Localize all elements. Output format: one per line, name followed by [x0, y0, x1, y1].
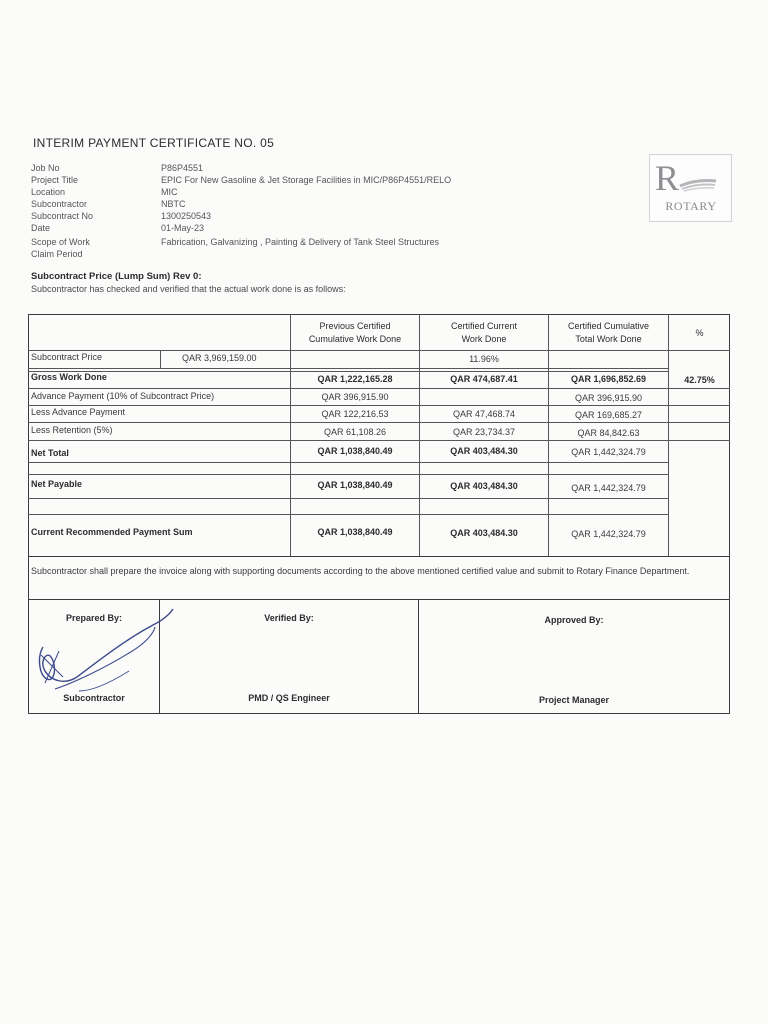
table-rule [28, 514, 669, 515]
info-value: 1300250543 [161, 211, 212, 221]
table-rule [668, 314, 669, 556]
header-line: Work Done [461, 334, 507, 344]
row-current: QAR 474,687.41 [450, 374, 518, 384]
row-label: Advance Payment (10% of Subcontract Price) [31, 391, 215, 401]
net-payable-cumulative: QAR 1,442,324.79 [571, 483, 646, 493]
table-rule [28, 474, 669, 475]
subcontract-price-value: QAR 3,969,159.00 [182, 353, 257, 363]
table-rule [28, 440, 730, 441]
info-label: Claim Period [31, 249, 83, 259]
table-rule [160, 350, 161, 368]
row-cumulative: QAR 1,442,324.79 [571, 447, 646, 457]
row-previous: QAR 396,915.90 [321, 392, 389, 402]
row-previous: QAR 61,108.26 [323, 427, 387, 437]
info-value: NBTC [161, 199, 186, 209]
logo-wordmark: ROTARY [665, 199, 717, 213]
column-header-previous [291, 320, 419, 346]
recommended-cumulative: QAR 1,442,324.79 [571, 529, 646, 539]
row-label: Gross Work Done [31, 372, 107, 382]
row-cumulative: QAR 396,915.90 [574, 393, 643, 403]
table-rule [28, 556, 730, 557]
info-label: Date [31, 223, 51, 233]
verified-by-role: PMD / QS Engineer [248, 693, 330, 703]
table-rule [28, 405, 730, 406]
table-rule [28, 371, 669, 372]
row-label: Less Advance Payment [31, 407, 126, 417]
submission-note: Subcontractor shall prepare the invoice along with supporting documents according to the above mentioned certified value and submit to Rotary Finance Department. [31, 566, 690, 576]
certificate-title: INTERIM PAYMENT CERTIFICATE NO. 05 [33, 136, 275, 150]
table-rule [28, 599, 730, 600]
info-label: Scope of Work [31, 237, 90, 247]
header-line: Total Work Done [575, 334, 642, 344]
verified-by-title: Verified By: [264, 613, 314, 623]
column-header-percent: % [695, 328, 704, 338]
table-rule [28, 388, 730, 389]
net-payable-previous: QAR 1,038,840.49 [317, 480, 393, 490]
table-rule [28, 462, 669, 463]
table-rule [28, 498, 669, 499]
row-previous: QAR 1,222,165.28 [317, 374, 393, 384]
row-cumulative: QAR 1,696,852.69 [570, 374, 647, 384]
row-previous: QAR 122,216.53 [321, 409, 389, 419]
table-rule [28, 368, 669, 369]
company-logo [649, 154, 732, 222]
prepared-by-title: Prepared By: [65, 613, 123, 623]
row-label: Less Retention (5%) [31, 425, 113, 435]
net-payable-label: Net Payable [31, 479, 83, 489]
row-label: Net Total [31, 448, 69, 458]
row-cumulative: QAR 84,842.63 [577, 428, 640, 438]
column-header-current [420, 320, 548, 346]
header-line: Previous Certified [319, 321, 391, 331]
info-value: MIC [161, 187, 178, 197]
info-label: Subcontract No [31, 211, 94, 221]
subcontract-statement: Subcontractor has checked and verified that the actual work done is as follows: [31, 284, 346, 294]
info-value: Fabrication, Galvanizing , Painting & Delivery of Tank Steel Structures [161, 237, 439, 247]
table-rule [28, 350, 730, 351]
approved-by-title: Approved By: [544, 615, 604, 625]
recommended-previous: QAR 1,038,840.49 [317, 527, 393, 537]
header-line: Certified Current [450, 321, 518, 331]
info-value: EPIC For New Gasoline & Jet Storage Facilities in MIC/P86P4551/RELO [161, 175, 452, 185]
info-label: Job No [31, 163, 60, 173]
info-label: Subcontractor [31, 199, 88, 209]
info-label: Location [31, 187, 66, 197]
subcontract-current-percent: 11.96% [469, 354, 499, 364]
header-line: Certified Cumulative [567, 321, 650, 331]
subcontract-heading: Subcontract Price (Lump Sum) Rev 0: [31, 271, 202, 282]
row-current: QAR 47,468.74 [452, 409, 516, 419]
net-payable-current: QAR 403,484.30 [450, 481, 518, 491]
prepared-by-role: Subcontractor [63, 693, 125, 703]
header-line: Cumulative Work Done [308, 334, 402, 344]
row-percent: 42.75% [684, 375, 715, 385]
table-rule [28, 422, 730, 423]
row-current: QAR 23,734.37 [452, 427, 516, 437]
approved-by-role: Project Manager [538, 695, 610, 705]
column-header-cumulative [549, 320, 668, 346]
row-cumulative: QAR 169,685.27 [574, 410, 643, 420]
logo-swoosh-icon [678, 177, 718, 193]
subcontract-price-label: Subcontract Price [31, 352, 103, 362]
info-value: 01-May-23 [161, 223, 205, 233]
info-label: Project Title [31, 175, 79, 185]
row-previous: QAR 1,038,840.49 [317, 446, 393, 456]
recommended-current: QAR 403,484.30 [450, 528, 518, 538]
info-value: P86P4551 [161, 163, 204, 173]
logo-mark: R [655, 158, 680, 198]
row-current: QAR 403,484.30 [450, 446, 518, 456]
recommended-label: Current Recommended Payment Sum [31, 527, 193, 537]
